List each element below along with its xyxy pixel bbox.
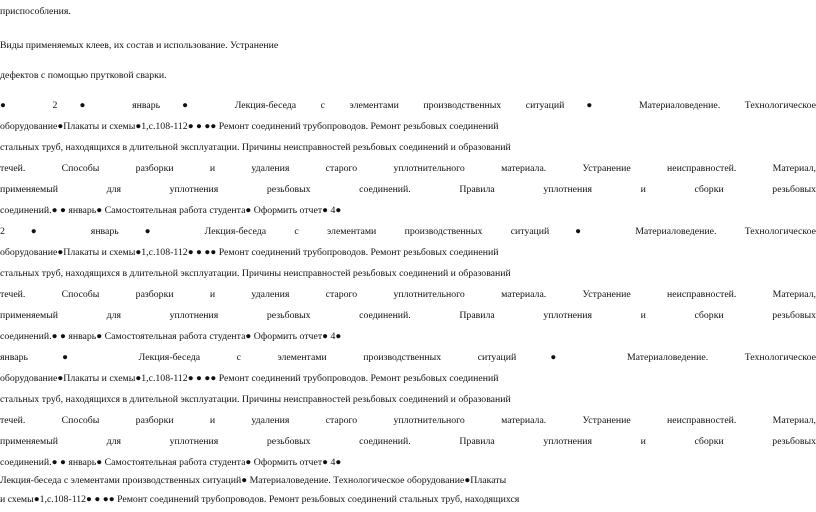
text-line: оборудование●Плакаты и схемы●1,с.108-112● ● ●● Ремонт соединений трубопроводов. Ремонт резьбовых соединений: [0, 121, 499, 132]
text-line: применяемый для уплотнения резьбовых соединений. Правила уплотнения и сборки резьбовых: [0, 310, 816, 321]
text-line: Лекция-беседа с элементами производственных ситуаций● Материаловедение. Технологическое оборудование●Плакаты: [0, 475, 507, 486]
text-line: 2● январь● Лекция-беседа с элементами производственных ситуаций● Материаловедение. Технологическое: [0, 226, 816, 237]
text-line: соединений.● ● январь● Самостоятельная работа студента● Оформить отчет● 4●: [0, 331, 342, 342]
text-line: оборудование●Плакаты и схемы●1,с.108-112● ● ●● Ремонт соединений трубопроводов. Ремонт резьбовых соединений: [0, 373, 499, 384]
text-line: стальных труб, находящихся в длительной эксплуатации. Причины неисправностей резьбовых соединений и образований: [0, 394, 511, 405]
text-line: течей. Способы разборки и удаления старого уплотнительного материала. Устранение неисправностей. Материал,: [0, 163, 816, 174]
text-line: применяемый для уплотнения резьбовых соединений. Правила уплотнения и сборки резьбовых: [0, 436, 816, 447]
text-line: январь● Лекция-беседа с элементами производственных ситуаций● Материаловедение. Технологическое: [0, 352, 816, 363]
text-line: дефектов с помощью прутковой сварки.: [0, 70, 167, 81]
text-line: соединений.● ● январь● Самостоятельная работа студента● Оформить отчет● 4●: [0, 457, 342, 468]
text-line: Виды применяемых клеев, их состав и использование. Устранение: [0, 40, 279, 51]
text-line: стальных труб, находящихся в длительной эксплуатации. Причины неисправностей резьбовых соединений и образований: [0, 268, 511, 279]
text-line: приспособления.: [0, 6, 71, 17]
text-line: оборудование●Плакаты и схемы●1,с.108-112● ● ●● Ремонт соединений трубопроводов. Ремонт резьбовых соединений: [0, 247, 499, 258]
text-line: и схемы●1,с.108-112● ● ●● Ремонт соединений трубопроводов. Ремонт резьбовых соединений стальных труб, находящихся: [0, 494, 520, 505]
text-line: течей. Способы разборки и удаления старого уплотнительного материала. Устранение неисправностей. Материал,: [0, 415, 816, 426]
text-line: ● 2● январь● Лекция-беседа с элементами производственных ситуаций● Материаловедение. Технологическое: [0, 100, 816, 111]
text-line: стальных труб, находящихся в длительной эксплуатации. Причины неисправностей резьбовых соединений и образований: [0, 142, 511, 153]
text-line: соединений.● ● январь● Самостоятельная работа студента● Оформить отчет● 4●: [0, 205, 342, 216]
text-line: применяемый для уплотнения резьбовых соединений. Правила уплотнения и сборки резьбовых: [0, 184, 816, 195]
text-line: течей. Способы разборки и удаления старого уплотнительного материала. Устранение неисправностей. Материал,: [0, 289, 816, 300]
